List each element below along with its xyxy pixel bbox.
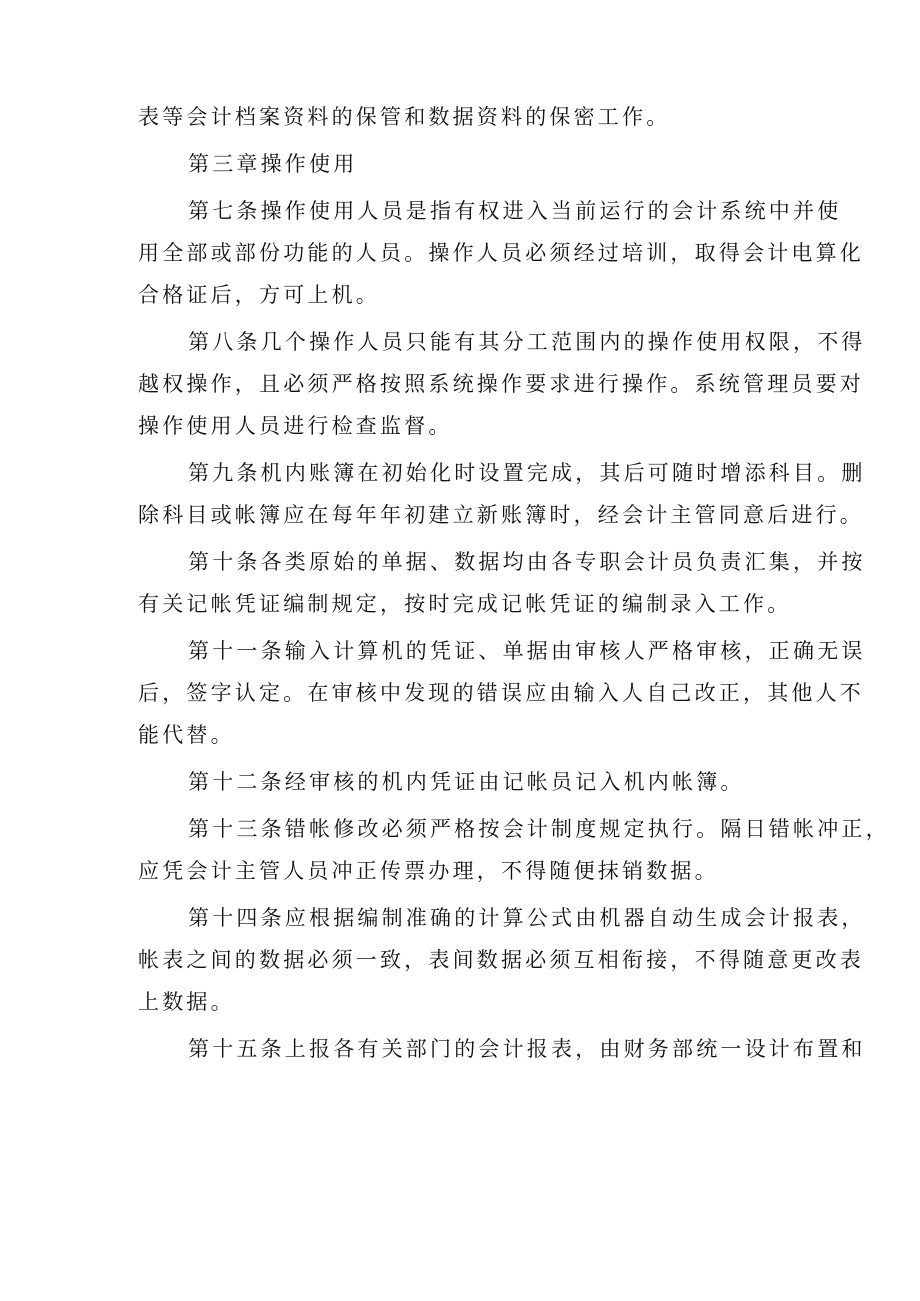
text-line: 合格证后，方可上机。 bbox=[138, 283, 380, 307]
text-line: 操作使用人员进行检查监督。 bbox=[138, 414, 453, 438]
article-11 bbox=[138, 630, 866, 756]
text-line: 能代替。 bbox=[138, 723, 235, 747]
article-12 bbox=[138, 761, 802, 803]
article-8 bbox=[138, 321, 866, 447]
article-13 bbox=[138, 808, 890, 892]
text-line: 第十条各类原始的单据、数据均由各专职会计员负责汇集，并按 bbox=[188, 550, 866, 574]
article-15 bbox=[138, 1028, 866, 1070]
text-line: 表等会计档案资料的保管和数据资料的保密工作。 bbox=[138, 105, 671, 129]
text-line: 有关记帐凭证编制规定，按时完成记帐凭证的编制录入工作。 bbox=[138, 592, 792, 616]
text-line: 第八条几个操作人员只能有其分工范围内的操作使用权限，不得 bbox=[188, 330, 866, 354]
article-14 bbox=[138, 897, 866, 1023]
text-line: 应凭会计主管人员冲正传票办理，不得随便抹销数据。 bbox=[138, 859, 719, 883]
text-line: 第九条机内账簿在初始化时设置完成，其后可随时增添科目。删 bbox=[188, 461, 866, 485]
text-line: 第三章操作使用 bbox=[188, 152, 358, 176]
text-line: 第十五条上报各有关部门的会计报表，由财务部统一设计布置和 bbox=[188, 1037, 866, 1061]
paragraph-archive-continuation bbox=[138, 96, 802, 138]
text-line: 第十一条输入计算机的凭证、单据由审核人严格审核，正确无误 bbox=[188, 639, 866, 663]
text-line: 后，签字认定。在审核中发现的错误应由输入人自己改正，其他人不 bbox=[138, 681, 864, 705]
text-line: 第十二条经审核的机内凭证由记帐员记入机内帐簿。 bbox=[188, 770, 745, 794]
text-line: 第七条操作使用人员是指有权进入当前运行的会计系统中并使 bbox=[188, 199, 842, 223]
text-line: 上数据。 bbox=[138, 990, 235, 1014]
chapter-heading bbox=[138, 143, 802, 185]
text-line: 越权操作，且必须严格按照系统操作要求进行操作。系统管理员要对 bbox=[138, 372, 864, 396]
article-10 bbox=[138, 541, 866, 625]
text-line: 帐表之间的数据必须一致，表间数据必须互相衔接，不得随意更改表 bbox=[138, 948, 864, 972]
article-9 bbox=[138, 452, 866, 536]
text-line: 用全部或部份功能的人员。操作人员必须经过培训，取得会计电算化 bbox=[138, 241, 864, 265]
text-line: 第十四条应根据编制准确的计算公式由机器自动生成会计报表， bbox=[188, 906, 866, 930]
article-7 bbox=[138, 190, 864, 316]
text-line: 除科目或帐簿应在每年年初建立新账簿时，经会计主管同意后进行。 bbox=[138, 503, 864, 527]
text-line: 第十三条错帐修改必须严格按会计制度规定执行。隔日错帐冲正， bbox=[188, 817, 890, 841]
document-body bbox=[138, 96, 890, 1070]
